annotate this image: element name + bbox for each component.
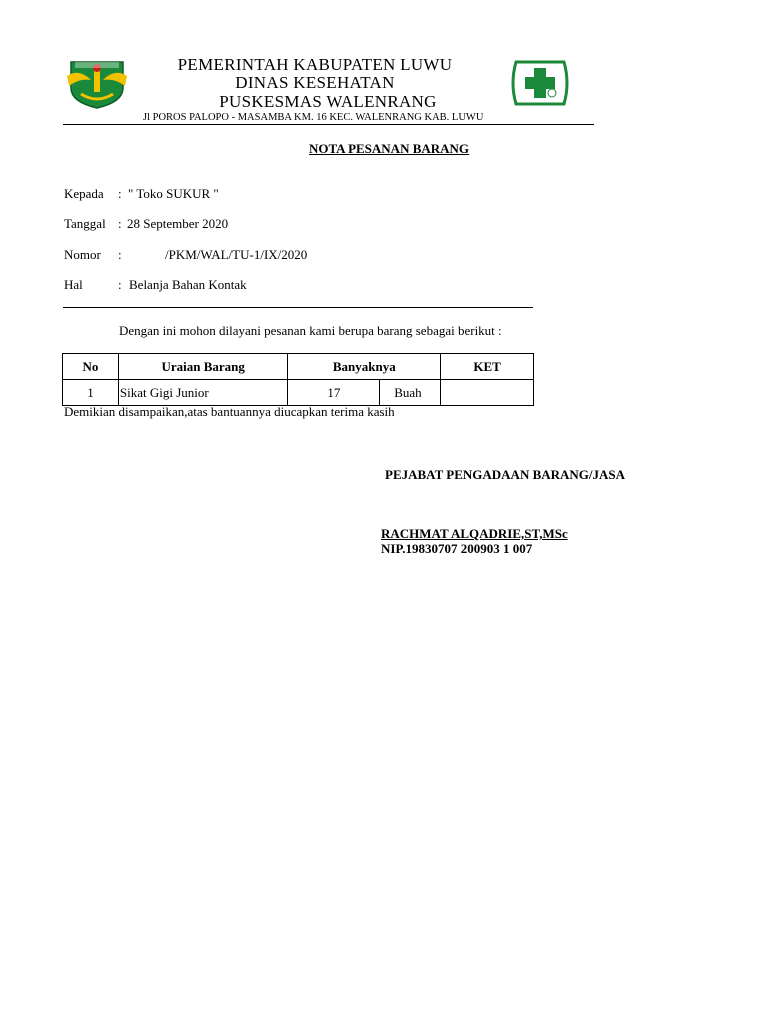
table-row	[63, 380, 534, 406]
kepada-label: Kepada	[64, 186, 104, 201]
header-no: No	[63, 354, 119, 380]
hal-label: Hal	[64, 277, 83, 292]
items-table	[62, 353, 534, 406]
header-line-3: PUSKESMAS WALENRANG	[219, 92, 437, 111]
header-address: Jl POROS PALOPO - MASAMBA KM. 16 KEC. WALENRANG KAB. LUWU	[143, 112, 484, 123]
tanggal-label: Tanggal	[64, 216, 106, 231]
tanggal-value: 28 September 2020	[127, 216, 229, 231]
header-uraian: Uraian Barang	[118, 354, 288, 380]
nomor-value: /PKM/WAL/TU-1/IX/2020	[165, 247, 308, 262]
closing-text: Demikian disampaikan,atas bantuannya diucapkan terima kasih	[64, 404, 395, 419]
cell-jumlah: 17	[288, 380, 380, 406]
meta-divider	[63, 307, 533, 308]
header-line-1: PEMERINTAH KABUPATEN LUWU	[177, 55, 453, 74]
cell-uraian: Sikat Gigi Junior	[118, 380, 288, 406]
table-header-row	[63, 354, 534, 380]
header-ket: KET	[441, 354, 534, 380]
signature-name: RACHMAT ALQADRIE,ST,MSc	[381, 526, 568, 541]
cell-ket	[441, 380, 534, 406]
signature-position: PEJABAT PENGADAAN BARANG/JASA	[385, 467, 626, 482]
intro-text: Dengan ini mohon dilayani pesanan kami berupa barang sebagai berikut :	[119, 323, 502, 338]
document-title: NOTA PESANAN BARANG	[308, 141, 470, 156]
hal-value: Belanja Bahan Kontak	[129, 277, 247, 292]
header-banyaknya: Banyaknya	[288, 354, 441, 380]
signature-nip: NIP.19830707 200903 1 007	[381, 541, 533, 556]
header-line-2: DINAS KESEHATAN	[235, 73, 395, 92]
nomor-label: Nomor	[64, 247, 101, 262]
hal-colon: :	[118, 277, 122, 292]
cell-no: 1	[63, 380, 119, 406]
header-divider	[63, 124, 594, 125]
nomor-colon: :	[118, 247, 122, 262]
kepada-value: " Toko SUKUR "	[128, 186, 219, 201]
tanggal-colon: :	[118, 216, 122, 231]
cell-satuan: Buah	[380, 380, 441, 406]
kepada-colon: :	[118, 186, 122, 201]
